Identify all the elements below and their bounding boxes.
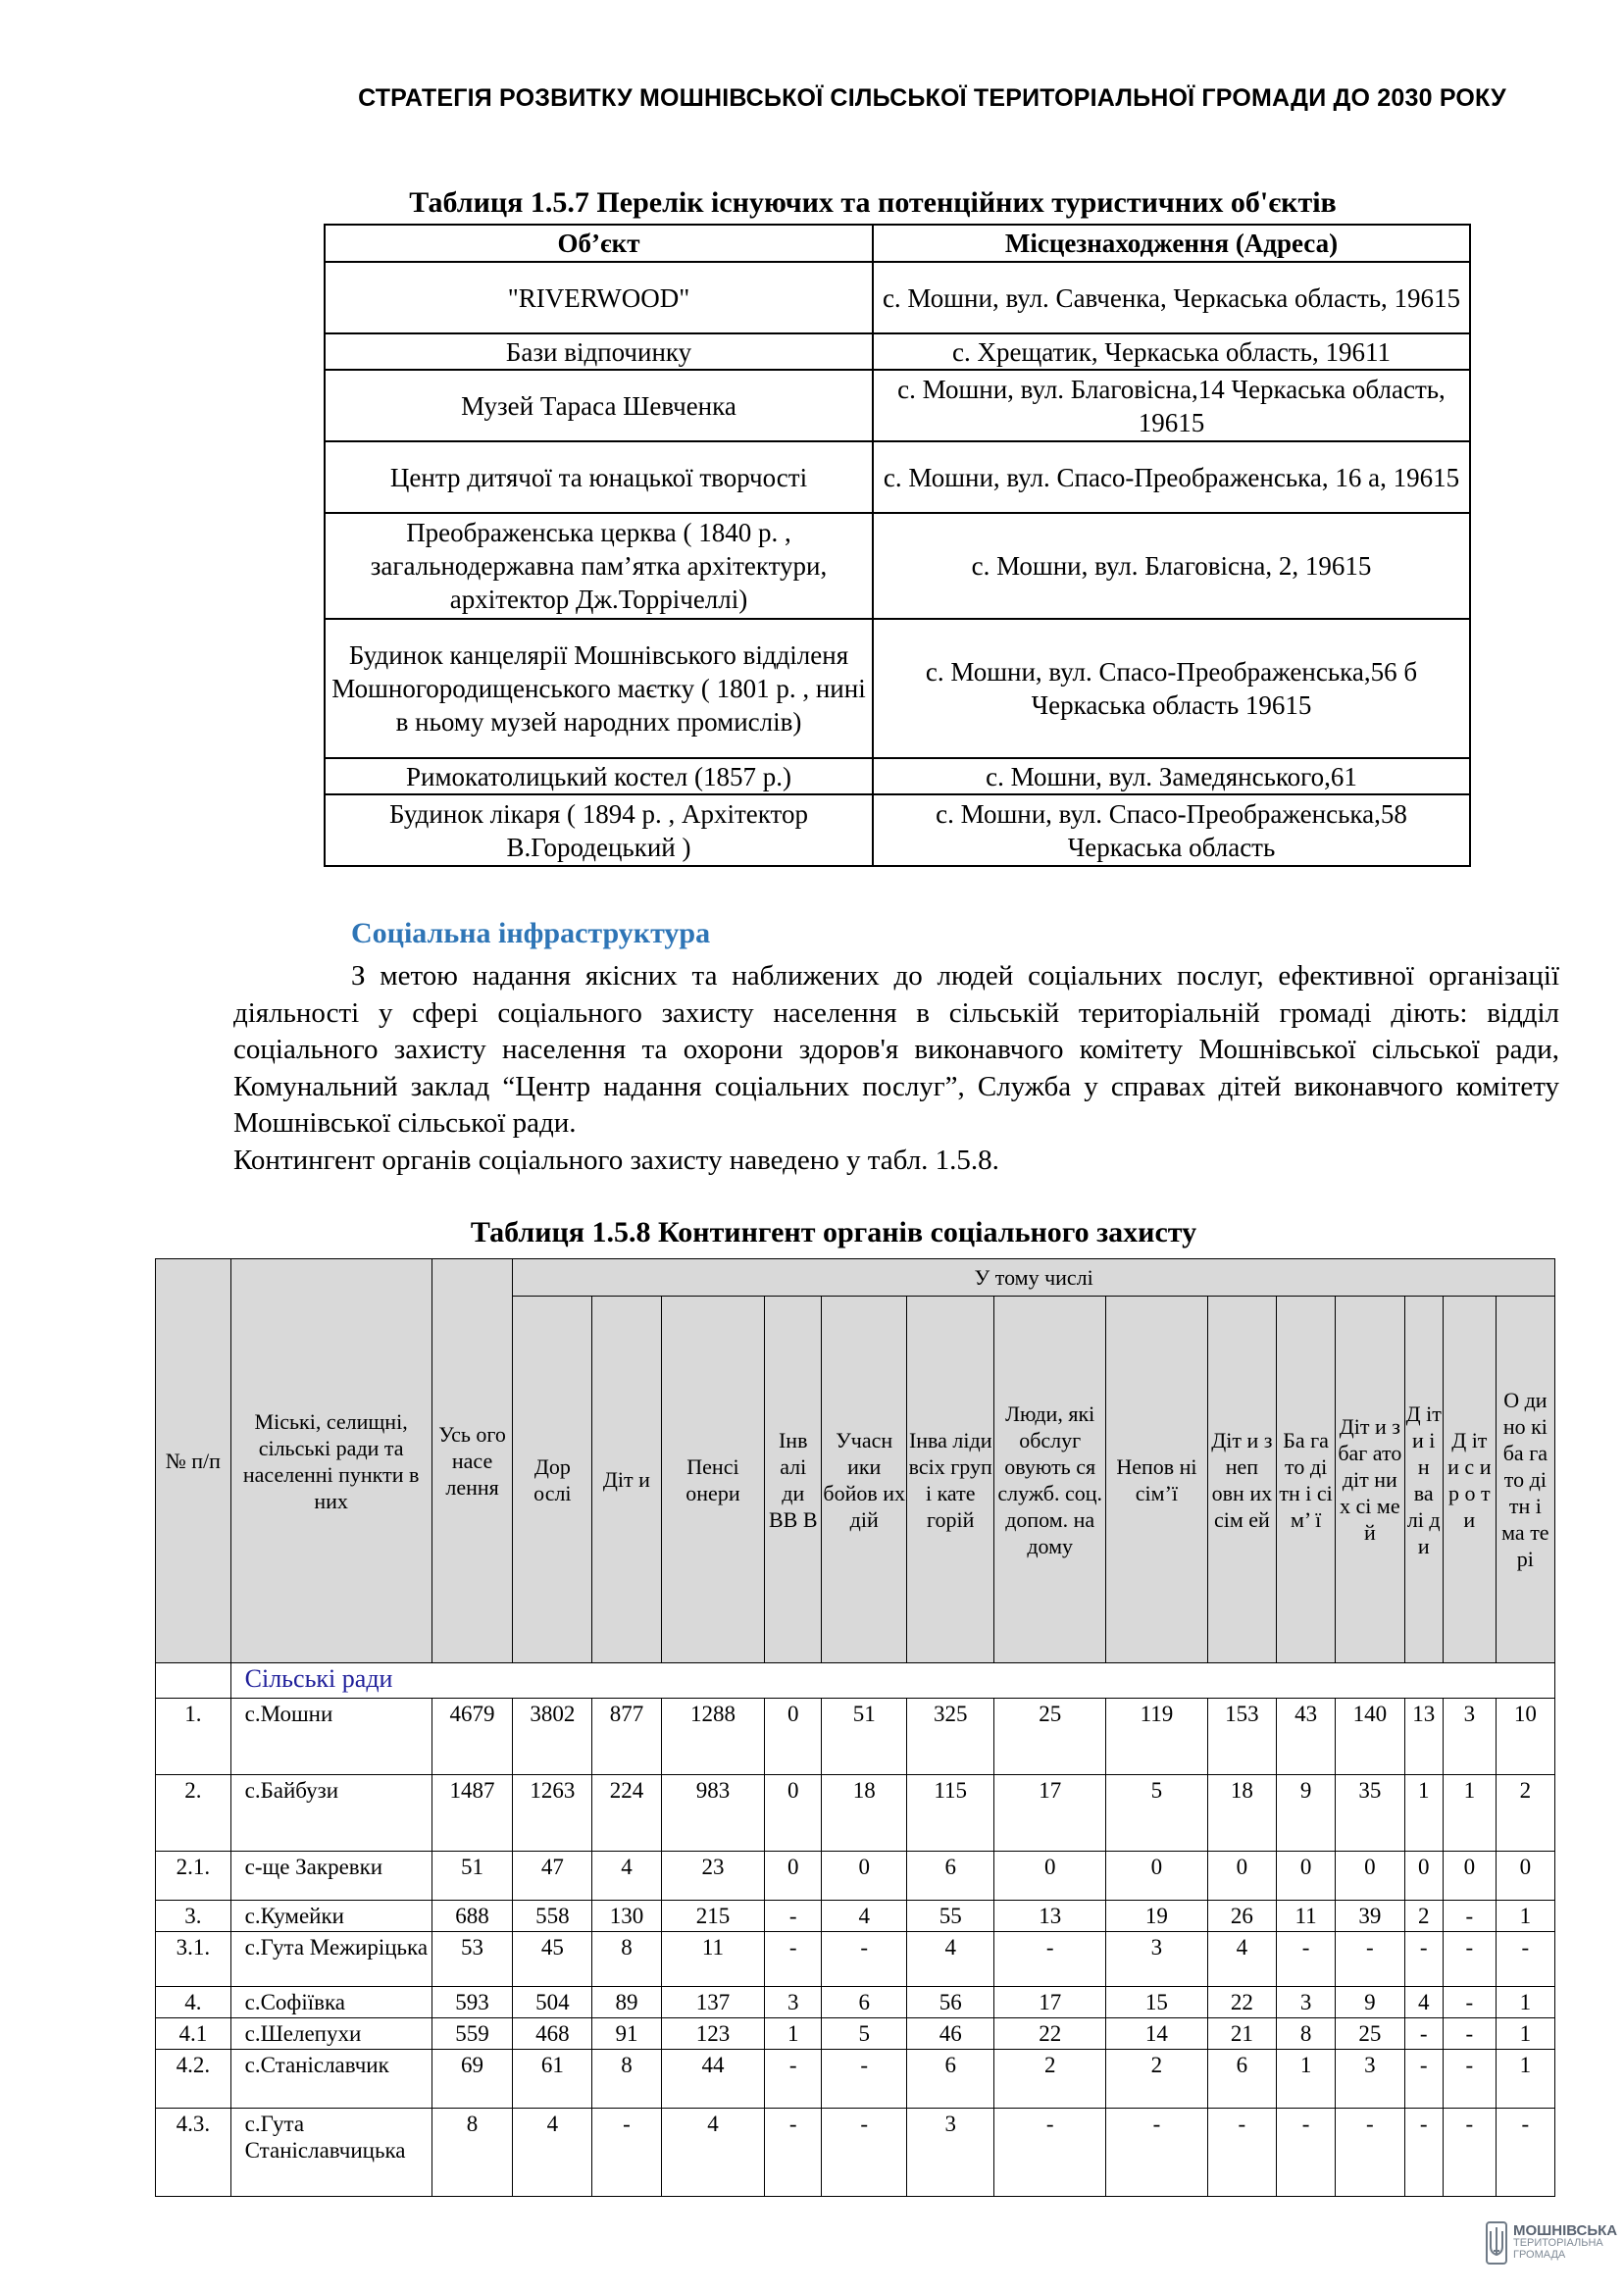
table-row — [325, 370, 1470, 441]
value-cell: 14 — [1106, 2018, 1208, 2050]
value-cell: 4 — [513, 2109, 592, 2197]
value-cell: 3 — [907, 2109, 994, 2197]
value-cell: 0 — [1443, 1852, 1496, 1901]
value-cell: - — [1496, 1932, 1554, 1987]
value-cell: 4 — [592, 1852, 661, 1901]
value-cell: 559 — [431, 2018, 513, 2050]
value-cell: 18 — [822, 1775, 907, 1852]
value-cell: - — [1207, 2109, 1276, 2197]
value-cell: 1 — [1496, 2018, 1554, 2050]
value-cell: 0 — [1207, 1852, 1276, 1901]
logo-line-1: МОШНІВСЬКА — [1513, 2222, 1618, 2239]
table-row — [325, 513, 1470, 619]
row-number: 3.1. — [156, 1932, 231, 1987]
value-cell: 325 — [907, 1699, 994, 1775]
row-number: 1. — [156, 1699, 231, 1775]
value-cell: 0 — [1404, 1852, 1443, 1901]
value-cell: 89 — [592, 1987, 661, 2018]
header-address: Місцезнаходження (Адреса) — [873, 225, 1470, 262]
value-cell: 4 — [822, 1901, 907, 1932]
value-cell: - — [822, 1932, 907, 1987]
value-cell: 11 — [1277, 1901, 1336, 1932]
row-number: 2.1. — [156, 1852, 231, 1901]
value-cell: 3 — [765, 1987, 822, 2018]
value-cell: 15 — [1106, 1987, 1208, 2018]
value-cell: 0 — [1496, 1852, 1554, 1901]
address-cell: с. Мошни, вул. Савченка, Черкаська область, 19615 — [873, 262, 1470, 333]
value-cell: 4679 — [431, 1699, 513, 1775]
object-cell: Центр дитячої та юнацької творчості — [325, 441, 873, 513]
value-cell: - — [1404, 1932, 1443, 1987]
value-cell: - — [1336, 2109, 1404, 2197]
value-cell: - — [1443, 2018, 1496, 2050]
value-cell: 4 — [1404, 1987, 1443, 2018]
header-sub: Діт и з баг ато діт ни х сі ме й — [1336, 1297, 1404, 1663]
address-cell: с. Мошни, вул. Спасо-Преображенська,58 Черкаська область — [873, 794, 1470, 866]
table-row — [325, 262, 1470, 333]
value-cell: - — [765, 1901, 822, 1932]
header-object: Об’єкт — [325, 225, 873, 262]
object-cell: Преображенська церква ( 1840 р. , загальнодержавна пам’ятка архітектури, архітектор Дж.Торрічеллі) — [325, 513, 873, 619]
paragraph: З метою надання якісних та наближених до людей соціальних послуг, ефективної організації діяльності у сфері соціального захисту населення в сільській територіальній громаді діють: відділ соціального захисту населення та охорони здоров'я виконавчого комітету Мошнівської сільської ради, Комунальний заклад “Центр надання соціальних послуг”, Служба у справах дітей виконавчого комітету Мошнівської сільської ради. — [233, 960, 1559, 1140]
value-cell: 46 — [907, 2018, 994, 2050]
value-cell: 23 — [661, 1852, 765, 1901]
value-cell: 1 — [1443, 1775, 1496, 1852]
value-cell: - — [1443, 2050, 1496, 2109]
table-row — [325, 619, 1470, 758]
value-cell: 688 — [431, 1901, 513, 1932]
value-cell: 25 — [994, 1699, 1106, 1775]
value-cell: 8 — [592, 2050, 661, 2109]
paragraph: Контингент органів соціального захисту наведено у табл. 1.5.8. — [233, 1144, 999, 1176]
social-protection-table — [155, 1258, 1555, 2197]
object-cell: Музей Тараса Шевченка — [325, 370, 873, 441]
tourism-objects-table — [324, 224, 1471, 867]
value-cell: 8 — [1277, 2018, 1336, 2050]
header-sub: О ди но кі ба га то ді тн і ма те рі — [1496, 1297, 1554, 1663]
row-number: 4. — [156, 1987, 231, 2018]
value-cell: 2 — [1496, 1775, 1554, 1852]
value-cell: 3802 — [513, 1699, 592, 1775]
place-name: с.Гута Станіславчицька — [230, 2109, 431, 2197]
header-sub: Учасн ики бойов их дій — [822, 1297, 907, 1663]
value-cell: 4 — [661, 2109, 765, 2197]
value-cell: 22 — [1207, 1987, 1276, 2018]
value-cell: 39 — [1336, 1901, 1404, 1932]
value-cell: 25 — [1336, 2018, 1404, 2050]
trident-icon — [1486, 2221, 1507, 2265]
value-cell: 1 — [1496, 1987, 1554, 2018]
table-row — [325, 758, 1470, 794]
value-cell: - — [994, 1932, 1106, 1987]
value-cell: 47 — [513, 1852, 592, 1901]
value-cell: - — [1404, 2050, 1443, 2109]
value-cell: 5 — [822, 2018, 907, 2050]
value-cell: 2 — [1106, 2050, 1208, 2109]
place-name: с-ще Закревки — [230, 1852, 431, 1901]
value-cell: 1 — [1277, 2050, 1336, 2109]
table-row — [325, 333, 1470, 370]
value-cell: 224 — [592, 1775, 661, 1852]
value-cell: - — [765, 1932, 822, 1987]
value-cell: 153 — [1207, 1699, 1276, 1775]
header-sub: Люди, які обслуг овують ся служб. соц. допом. на дому — [994, 1297, 1106, 1663]
value-cell: 51 — [822, 1699, 907, 1775]
value-cell: 468 — [513, 2018, 592, 2050]
table-row — [156, 2050, 1555, 2109]
place-name: с.Софіївка — [230, 1987, 431, 2018]
value-cell: 0 — [822, 1852, 907, 1901]
place-name: с.Шелепухи — [230, 2018, 431, 2050]
value-cell: 1487 — [431, 1775, 513, 1852]
value-cell: 0 — [765, 1852, 822, 1901]
value-cell: - — [1496, 2109, 1554, 2197]
value-cell: 8 — [592, 1932, 661, 1987]
value-cell: 0 — [1336, 1852, 1404, 1901]
community-logo — [1486, 2221, 1617, 2265]
value-cell: 35 — [1336, 1775, 1404, 1852]
value-cell: 1 — [765, 2018, 822, 2050]
table-2-caption: Таблиця 1.5.8 Контингент органів соціального захисту — [470, 1216, 1197, 1248]
value-cell: 2 — [994, 2050, 1106, 2109]
value-cell: 19 — [1106, 1901, 1208, 1932]
address-cell: с. Хрещатик, Черкаська область, 19611 — [873, 333, 1470, 370]
value-cell: 3 — [1443, 1699, 1496, 1775]
header-sub: Д іт и с и р о т и — [1443, 1297, 1496, 1663]
logo-line-3: ГРОМАДА — [1513, 2249, 1566, 2261]
value-cell: 8 — [431, 2109, 513, 2197]
value-cell: 0 — [1106, 1852, 1208, 1901]
value-cell: - — [1443, 1901, 1496, 1932]
table-row — [156, 2018, 1555, 2050]
object-cell: Бази відпочинку — [325, 333, 873, 370]
header-sub: Непов ні сім’ї — [1106, 1297, 1208, 1663]
value-cell: 13 — [1404, 1699, 1443, 1775]
address-cell: с. Мошни, вул. Спасо-Преображенська, 16 а, 19615 — [873, 441, 1470, 513]
value-cell: 877 — [592, 1699, 661, 1775]
place-name: с.Станіславчик — [230, 2050, 431, 2109]
value-cell: 137 — [661, 1987, 765, 2018]
table-row — [325, 441, 1470, 513]
object-cell: "RIVERWOOD" — [325, 262, 873, 333]
value-cell: 55 — [907, 1901, 994, 1932]
header-place: Міські, селищні, сільські ради та населенні пункти в них — [230, 1259, 431, 1663]
value-cell: 1 — [1404, 1775, 1443, 1852]
value-cell: - — [1443, 1987, 1496, 2018]
value-cell: - — [1443, 1932, 1496, 1987]
value-cell: 22 — [994, 2018, 1106, 2050]
row-number: 4.3. — [156, 2109, 231, 2197]
value-cell: 13 — [994, 1901, 1106, 1932]
place-name: с.Кумейки — [230, 1901, 431, 1932]
value-cell: 26 — [1207, 1901, 1276, 1932]
value-cell: 558 — [513, 1901, 592, 1932]
value-cell: 593 — [431, 1987, 513, 2018]
value-cell: 5 — [1106, 1775, 1208, 1852]
place-name: с.Мошни — [230, 1699, 431, 1775]
header-sub: Діт и — [592, 1297, 661, 1663]
row-number: 4.2. — [156, 2050, 231, 2109]
value-cell: 51 — [431, 1852, 513, 1901]
value-cell: - — [1277, 1932, 1336, 1987]
table-row — [156, 1987, 1555, 2018]
value-cell: 6 — [907, 2050, 994, 2109]
header-sub: Дор ослі — [513, 1297, 592, 1663]
value-cell: 0 — [994, 1852, 1106, 1901]
object-cell: Будинок лікаря ( 1894 р. , Архітектор В.Городецький ) — [325, 794, 873, 866]
table-row — [156, 1901, 1555, 1932]
value-cell: - — [1336, 1932, 1404, 1987]
row-number: 4.1 — [156, 2018, 231, 2050]
group-row — [156, 1663, 1555, 1699]
table-1-caption: Таблиця 1.5.7 Перелік існуючих та потенційних туристичних об'єктів — [409, 186, 1337, 219]
object-cell: Римокатолицький костел (1857 р.) — [325, 758, 873, 794]
address-cell: с. Мошни, вул. Благовісна,14 Черкаська область, 19615 — [873, 370, 1470, 441]
value-cell: 61 — [513, 2050, 592, 2109]
value-cell: 1 — [1496, 1901, 1554, 1932]
value-cell: 91 — [592, 2018, 661, 2050]
header-sub: Пенсі онери — [661, 1297, 765, 1663]
value-cell: 56 — [907, 1987, 994, 2018]
value-cell: - — [1404, 2018, 1443, 2050]
value-cell: 53 — [431, 1932, 513, 1987]
value-cell: 4 — [1207, 1932, 1276, 1987]
value-cell: 9 — [1336, 1987, 1404, 2018]
logo-line-2: ТЕРИТОРІАЛЬНА — [1513, 2237, 1603, 2249]
value-cell: 6 — [1207, 2050, 1276, 2109]
value-cell: 3 — [1106, 1932, 1208, 1987]
address-cell: с. Мошни, вул. Замедянського,61 — [873, 758, 1470, 794]
value-cell: 45 — [513, 1932, 592, 1987]
value-cell: 17 — [994, 1775, 1106, 1852]
value-cell: 983 — [661, 1775, 765, 1852]
value-cell: 140 — [1336, 1699, 1404, 1775]
value-cell: - — [765, 2109, 822, 2197]
value-cell: 123 — [661, 2018, 765, 2050]
value-cell: - — [994, 2109, 1106, 2197]
value-cell: 0 — [1277, 1852, 1336, 1901]
row-number: 2. — [156, 1775, 231, 1852]
row-number: 3. — [156, 1901, 231, 1932]
value-cell: 0 — [765, 1699, 822, 1775]
group-label: Сільські ради — [230, 1663, 1554, 1699]
table-row — [156, 2109, 1555, 2197]
page-header: СТРАТЕГІЯ РОЗВИТКУ МОШНІВСЬКОЇ СІЛЬСЬКОЇ ТЕРИТОРІАЛЬНОЇ ГРОМАДИ ДО 2030 РОКУ — [358, 84, 1506, 112]
table-row — [156, 1775, 1555, 1852]
value-cell: 21 — [1207, 2018, 1276, 2050]
value-cell: - — [1106, 2109, 1208, 2197]
place-name: с.Байбузи — [230, 1775, 431, 1852]
section-body — [233, 958, 1559, 1180]
section-title: Соціальна інфраструктура — [351, 917, 711, 949]
value-cell: 10 — [1496, 1699, 1554, 1775]
value-cell: 2 — [1404, 1901, 1443, 1932]
value-cell: 1288 — [661, 1699, 765, 1775]
value-cell: 69 — [431, 2050, 513, 2109]
object-cell: Будинок канцелярії Мошнівського відділеня Мошногородищенського маєтку ( 1801 р. , нині в ньому музей народних промислів) — [325, 619, 873, 758]
value-cell: - — [822, 2050, 907, 2109]
value-cell: 1263 — [513, 1775, 592, 1852]
table-row — [156, 1932, 1555, 1987]
header-sub: Інв алі ди ВВ В — [765, 1297, 822, 1663]
value-cell: - — [822, 2109, 907, 2197]
value-cell: - — [1277, 2109, 1336, 2197]
table-row — [325, 794, 1470, 866]
value-cell: 18 — [1207, 1775, 1276, 1852]
header-sub: Д іт и і н ва лі д и — [1404, 1297, 1443, 1663]
value-cell: - — [592, 2109, 661, 2197]
header-number: № п/п — [156, 1259, 231, 1663]
value-cell: 43 — [1277, 1699, 1336, 1775]
value-cell: 6 — [822, 1987, 907, 2018]
value-cell: 215 — [661, 1901, 765, 1932]
header-total: Усь ого насе лення — [431, 1259, 513, 1663]
address-cell: с. Мошни, вул. Благовісна, 2, 19615 — [873, 513, 1470, 619]
value-cell: 6 — [907, 1852, 994, 1901]
header-sub: Інва ліди всіх груп і кате горій — [907, 1297, 994, 1663]
value-cell: - — [765, 2050, 822, 2109]
value-cell: 9 — [1277, 1775, 1336, 1852]
header-sub: Діт и з неп овн их сім ей — [1207, 1297, 1276, 1663]
value-cell: 3 — [1277, 1987, 1336, 2018]
place-name: с.Гута Межиріцька — [230, 1932, 431, 1987]
value-cell: 44 — [661, 2050, 765, 2109]
value-cell: - — [1404, 2109, 1443, 2197]
table-row — [156, 1699, 1555, 1775]
value-cell: 1 — [1496, 2050, 1554, 2109]
value-cell: 3 — [1336, 2050, 1404, 2109]
header-including: У тому числі — [513, 1259, 1555, 1297]
value-cell: 0 — [765, 1775, 822, 1852]
value-cell: 4 — [907, 1932, 994, 1987]
table-row — [156, 1852, 1555, 1901]
value-cell: 130 — [592, 1901, 661, 1932]
value-cell: 11 — [661, 1932, 765, 1987]
value-cell: - — [1443, 2109, 1496, 2197]
value-cell: 17 — [994, 1987, 1106, 2018]
header-sub: Ба га то ді тн і сі м’ ї — [1277, 1297, 1336, 1663]
address-cell: с. Мошни, вул. Спасо-Преображенська,56 б Черкаська область 19615 — [873, 619, 1470, 758]
value-cell: 504 — [513, 1987, 592, 2018]
value-cell: 119 — [1106, 1699, 1208, 1775]
value-cell: 115 — [907, 1775, 994, 1852]
